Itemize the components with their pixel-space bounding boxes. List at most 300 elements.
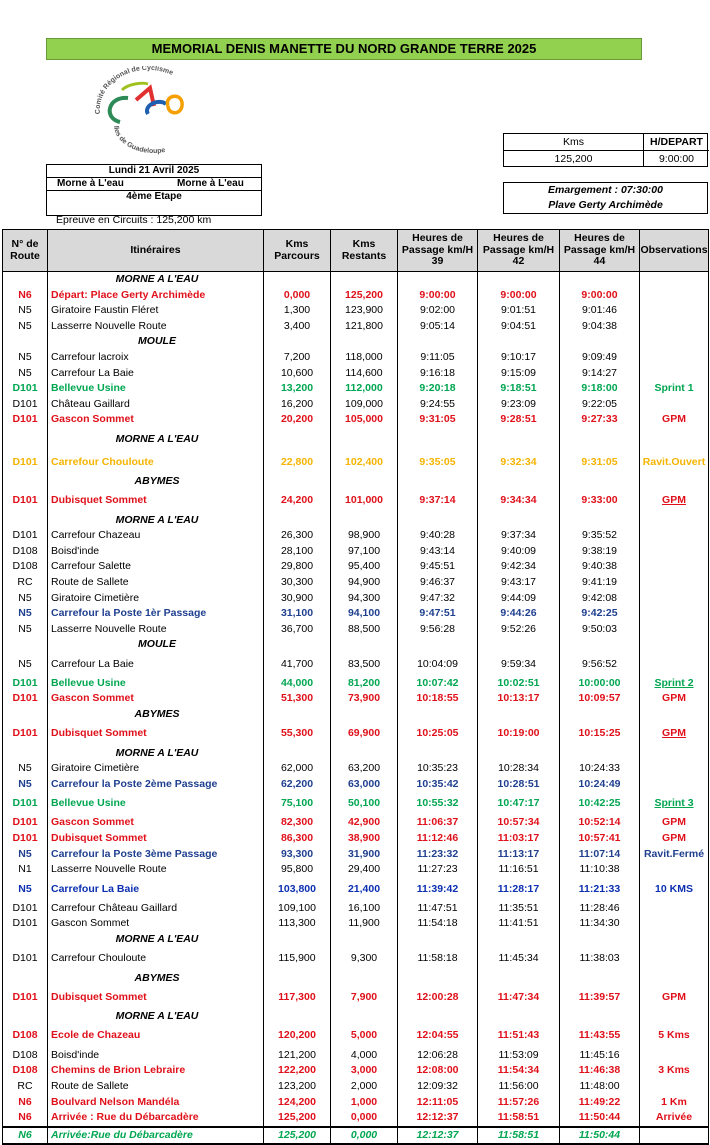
- empty-cell: [478, 474, 560, 490]
- itinerary-point: Boisd'inde: [48, 1048, 264, 1064]
- kms-parcours: 28,100: [264, 544, 331, 560]
- observation: [640, 1048, 709, 1064]
- empty-cell: [331, 637, 398, 653]
- empty-cell: [478, 637, 560, 653]
- time-42kmh: 11:53:09: [478, 1048, 560, 1064]
- observation: [640, 544, 709, 560]
- route-number: D101: [3, 986, 48, 1009]
- time-39kmh: 11:27:23: [398, 862, 478, 878]
- itinerary-point: Dubisquet Sommet: [48, 723, 264, 746]
- observation: [640, 397, 709, 413]
- kms-parcours: 44,000: [264, 676, 331, 692]
- time-39kmh: 9:35:05: [398, 451, 478, 474]
- table-row: [3, 366, 709, 382]
- kms-parcours: 93,300: [264, 847, 331, 863]
- section-route-cell: [3, 707, 48, 723]
- section-header-row: [3, 932, 709, 948]
- observation: Ravit.Fermé: [640, 847, 709, 863]
- time-39kmh: 9:16:18: [398, 366, 478, 382]
- observation: [640, 862, 709, 878]
- time-39kmh: 9:37:14: [398, 490, 478, 513]
- sign-in-place: Plave Gerty Archimède: [548, 199, 663, 211]
- table-row: [3, 606, 709, 622]
- time-44kmh: 9:42:25: [560, 606, 640, 622]
- time-42kmh: 11:47:34: [478, 986, 560, 1009]
- empty-cell: [640, 1009, 709, 1025]
- section-header-row: [3, 428, 709, 451]
- empty-cell: [264, 707, 331, 723]
- time-42kmh: 9:44:09: [478, 591, 560, 607]
- table-row: [3, 288, 709, 304]
- section-header-row: [3, 971, 709, 987]
- empty-cell: [398, 746, 478, 762]
- empty-cell: [478, 746, 560, 762]
- itinerary-point: Carrefour la Poste 3ème Passage: [48, 847, 264, 863]
- observation: [640, 366, 709, 382]
- kms-parcours: 36,700: [264, 622, 331, 638]
- itinerary-point: Ecole de Chazeau: [48, 1025, 264, 1048]
- time-44kmh: 11:43:55: [560, 1025, 640, 1048]
- table-row: [3, 986, 709, 1009]
- empty-cell: [640, 474, 709, 490]
- distance-departure-box: [503, 133, 708, 167]
- route-number: N5: [3, 622, 48, 638]
- time-44kmh: 9:42:08: [560, 591, 640, 607]
- kms-restants: 16,100: [331, 901, 398, 917]
- route-number: D101: [3, 691, 48, 707]
- stage-date: Lundi 21 Avril 2025: [47, 165, 261, 178]
- route-number: N6: [3, 1110, 48, 1127]
- kms-parcours: 125,200: [264, 1127, 331, 1145]
- time-44kmh: 9:31:05: [560, 451, 640, 474]
- time-44kmh: 9:33:00: [560, 490, 640, 513]
- table-row: [3, 1063, 709, 1079]
- table-row: [3, 350, 709, 366]
- observation: GPM: [640, 831, 709, 847]
- time-39kmh: 10:55:32: [398, 792, 478, 815]
- event-title-banner: MEMORIAL DENIS MANETTE DU NORD GRANDE TERRE 2025: [46, 38, 642, 60]
- time-44kmh: 11:45:16: [560, 1048, 640, 1064]
- table-row: [3, 792, 709, 815]
- empty-cell: [264, 334, 331, 350]
- section-header-row: [3, 637, 709, 653]
- time-39kmh: 10:18:55: [398, 691, 478, 707]
- empty-cell: [398, 707, 478, 723]
- route-number: D101: [3, 723, 48, 746]
- kms-parcours: 123,200: [264, 1079, 331, 1095]
- observation: [640, 591, 709, 607]
- observation: [640, 319, 709, 335]
- itinerary-point: Départ: Place Gerty Archimède: [48, 288, 264, 304]
- time-42kmh: 11:41:51: [478, 916, 560, 932]
- kms-restants: 121,800: [331, 319, 398, 335]
- itinerary-point: Chemins de Brion Lebraire: [48, 1063, 264, 1079]
- kms-restants: 118,000: [331, 350, 398, 366]
- empty-cell: [640, 513, 709, 529]
- time-44kmh: 10:52:14: [560, 815, 640, 831]
- kms-label: Kms: [504, 134, 644, 151]
- time-42kmh: 9:52:26: [478, 622, 560, 638]
- kms-restants: 94,900: [331, 575, 398, 591]
- observation: [640, 761, 709, 777]
- itinerary-point: Arrivée:Rue du Débarcadère: [48, 1127, 264, 1145]
- time-39kmh: 9:31:05: [398, 412, 478, 428]
- header-time-42: Heures de Passage km/H 42: [478, 230, 560, 272]
- itinerary-point: Lasserre Nouvelle Route: [48, 622, 264, 638]
- empty-cell: [398, 1009, 478, 1025]
- kms-parcours: 41,700: [264, 653, 331, 676]
- table-header-row: [3, 230, 709, 272]
- observation: [640, 948, 709, 971]
- observation: [640, 1079, 709, 1095]
- itinerary-point: Bellevue Usine: [48, 792, 264, 815]
- table-row: [3, 1110, 709, 1127]
- empty-cell: [331, 746, 398, 762]
- sign-in-box: [503, 182, 708, 214]
- empty-cell: [640, 272, 709, 288]
- kms-parcours: 109,100: [264, 901, 331, 917]
- table-row: [3, 451, 709, 474]
- kms-parcours: 62,000: [264, 761, 331, 777]
- kms-restants: 94,300: [331, 591, 398, 607]
- header-kms-restants: Kms Restants: [331, 230, 398, 272]
- time-42kmh: 9:18:51: [478, 381, 560, 397]
- time-39kmh: 12:12:37: [398, 1110, 478, 1127]
- observation: Ravit.Ouvert: [640, 451, 709, 474]
- section-header-row: [3, 272, 709, 288]
- time-42kmh: 9:10:17: [478, 350, 560, 366]
- time-44kmh: 11:34:30: [560, 916, 640, 932]
- itinerary-point: Gascon Sommet: [48, 916, 264, 932]
- time-42kmh: 9:15:09: [478, 366, 560, 382]
- observation: [640, 303, 709, 319]
- time-44kmh: 9:04:38: [560, 319, 640, 335]
- empty-cell: [264, 971, 331, 987]
- itinerary-point: Boulvard Nelson Mandéla: [48, 1095, 264, 1111]
- kms-restants: 69,900: [331, 723, 398, 746]
- observation: [640, 350, 709, 366]
- observation: 1 Km: [640, 1095, 709, 1111]
- itinerary-point: Route de Sallete: [48, 575, 264, 591]
- race-distance-label: Epreuve en Circuits : 125,200 km: [56, 214, 212, 226]
- observation: GPM: [640, 490, 709, 513]
- itinerary-point: Carrefour La Baie: [48, 878, 264, 901]
- observation: GPM: [640, 986, 709, 1009]
- table-row: [3, 1095, 709, 1111]
- itinerary-point: Carrefour Château Gaillard: [48, 901, 264, 917]
- empty-cell: [640, 707, 709, 723]
- itinerary-point: Carrefour Chazeau: [48, 528, 264, 544]
- table-row: [3, 691, 709, 707]
- empty-cell: [478, 1009, 560, 1025]
- time-39kmh: 10:35:42: [398, 777, 478, 793]
- svg-text:Comité Régional de Cyclisme: [95, 66, 174, 114]
- empty-cell: [331, 334, 398, 350]
- kms-restants: 73,900: [331, 691, 398, 707]
- sign-in-time: Emargement : 07:30:00: [548, 184, 663, 196]
- observation: GPM: [640, 815, 709, 831]
- observation: 5 Kms: [640, 1025, 709, 1048]
- time-44kmh: 10:09:57: [560, 691, 640, 707]
- time-42kmh: 11:13:17: [478, 847, 560, 863]
- section-header-row: [3, 474, 709, 490]
- kms-restants: 81,200: [331, 676, 398, 692]
- time-39kmh: 12:12:37: [398, 1127, 478, 1145]
- observation: Sprint 3: [640, 792, 709, 815]
- observation: GPM: [640, 412, 709, 428]
- empty-cell: [640, 746, 709, 762]
- kms-restants: 83,500: [331, 653, 398, 676]
- kms-parcours: 7,200: [264, 350, 331, 366]
- itinerary-point: Carrefour Salette: [48, 559, 264, 575]
- observation: [640, 901, 709, 917]
- kms-restants: 88,500: [331, 622, 398, 638]
- empty-cell: [264, 746, 331, 762]
- route-number: D108: [3, 544, 48, 560]
- time-42kmh: 9:23:09: [478, 397, 560, 413]
- table-row: [3, 676, 709, 692]
- time-39kmh: 11:12:46: [398, 831, 478, 847]
- route-number: N5: [3, 847, 48, 863]
- time-39kmh: 12:04:55: [398, 1025, 478, 1048]
- time-42kmh: 9:43:17: [478, 575, 560, 591]
- kms-value: 125,200: [504, 151, 644, 167]
- route-number: D101: [3, 397, 48, 413]
- time-44kmh: 9:38:19: [560, 544, 640, 560]
- time-42kmh: 9:32:34: [478, 451, 560, 474]
- section-route-cell: [3, 474, 48, 490]
- kms-parcours: 30,900: [264, 591, 331, 607]
- section-header-row: [3, 746, 709, 762]
- table-row: [3, 831, 709, 847]
- section-label: ABYMES: [48, 474, 264, 490]
- table-row: [3, 815, 709, 831]
- section-route-cell: [3, 513, 48, 529]
- time-44kmh: 11:07:14: [560, 847, 640, 863]
- time-39kmh: 11:39:42: [398, 878, 478, 901]
- route-number: N6: [3, 1095, 48, 1111]
- itinerary-point: Giratoire Cimetière: [48, 591, 264, 607]
- route-number: D101: [3, 916, 48, 932]
- empty-cell: [560, 474, 640, 490]
- table-row: [3, 948, 709, 971]
- section-route-cell: [3, 1009, 48, 1025]
- observation: Sprint 1: [640, 381, 709, 397]
- time-44kmh: 11:48:00: [560, 1079, 640, 1095]
- time-42kmh: 9:34:34: [478, 490, 560, 513]
- kms-restants: 9,300: [331, 948, 398, 971]
- time-44kmh: 11:28:46: [560, 901, 640, 917]
- time-44kmh: 10:24:49: [560, 777, 640, 793]
- time-42kmh: 10:57:34: [478, 815, 560, 831]
- time-44kmh: 9:01:46: [560, 303, 640, 319]
- empty-cell: [264, 474, 331, 490]
- route-number: RC: [3, 575, 48, 591]
- kms-restants: 21,400: [331, 878, 398, 901]
- kms-restants: 101,000: [331, 490, 398, 513]
- route-number: N5: [3, 591, 48, 607]
- empty-cell: [398, 428, 478, 451]
- kms-parcours: 51,300: [264, 691, 331, 707]
- kms-restants: 11,900: [331, 916, 398, 932]
- kms-parcours: 75,100: [264, 792, 331, 815]
- table-row: [3, 653, 709, 676]
- empty-cell: [331, 932, 398, 948]
- time-42kmh: 9:44:26: [478, 606, 560, 622]
- kms-parcours: 0,000: [264, 288, 331, 304]
- logo-bottom-text: Iles de Guadeloupe: [111, 125, 166, 156]
- time-39kmh: 9:47:32: [398, 591, 478, 607]
- table-row: [3, 761, 709, 777]
- time-42kmh: 9:42:34: [478, 559, 560, 575]
- kms-restants: 5,000: [331, 1025, 398, 1048]
- route-number: D108: [3, 559, 48, 575]
- time-39kmh: 9:00:00: [398, 288, 478, 304]
- kms-parcours: 95,800: [264, 862, 331, 878]
- time-42kmh: 11:57:26: [478, 1095, 560, 1111]
- time-44kmh: 9:27:33: [560, 412, 640, 428]
- kms-restants: 7,900: [331, 986, 398, 1009]
- route-number: D101: [3, 831, 48, 847]
- route-number: N6: [3, 288, 48, 304]
- time-42kmh: 11:56:00: [478, 1079, 560, 1095]
- section-route-cell: [3, 428, 48, 451]
- time-39kmh: 10:04:09: [398, 653, 478, 676]
- route-number: N6: [3, 1127, 48, 1145]
- table-row: [3, 591, 709, 607]
- observation: [640, 916, 709, 932]
- empty-cell: [640, 428, 709, 451]
- itinerary-point: Dubisquet Sommet: [48, 986, 264, 1009]
- kms-restants: 112,000: [331, 381, 398, 397]
- time-44kmh: 11:50:44: [560, 1127, 640, 1145]
- section-route-cell: [3, 971, 48, 987]
- time-44kmh: 10:15:25: [560, 723, 640, 746]
- time-44kmh: 10:00:00: [560, 676, 640, 692]
- empty-cell: [560, 971, 640, 987]
- section-label: MORNE A L'EAU: [48, 746, 264, 762]
- time-44kmh: 9:41:19: [560, 575, 640, 591]
- time-39kmh: 12:00:28: [398, 986, 478, 1009]
- itinerary-point: Gascon Sommet: [48, 412, 264, 428]
- kms-parcours: 113,300: [264, 916, 331, 932]
- time-44kmh: 9:40:38: [560, 559, 640, 575]
- kms-restants: 3,000: [331, 1063, 398, 1079]
- itinerary-point: Gascon Sommet: [48, 691, 264, 707]
- empty-cell: [640, 637, 709, 653]
- kms-parcours: 16,200: [264, 397, 331, 413]
- time-42kmh: 9:28:51: [478, 412, 560, 428]
- section-label: MORNE A L'EAU: [48, 428, 264, 451]
- kms-restants: 125,200: [331, 288, 398, 304]
- itinerary-point: Carrefour lacroix: [48, 350, 264, 366]
- time-39kmh: 11:54:18: [398, 916, 478, 932]
- itinerary-point: Carrefour Chouloute: [48, 451, 264, 474]
- table-row: [3, 559, 709, 575]
- route-number: N5: [3, 761, 48, 777]
- time-44kmh: 9:18:00: [560, 381, 640, 397]
- itinerary-point: Lasserre Nouvelle Route: [48, 862, 264, 878]
- header-route: N° de Route: [3, 230, 48, 272]
- itinerary-point: Route de Sallete: [48, 1079, 264, 1095]
- time-39kmh: 10:35:23: [398, 761, 478, 777]
- itinerary-point: Dubisquet Sommet: [48, 831, 264, 847]
- time-44kmh: 9:22:05: [560, 397, 640, 413]
- table-row: [3, 528, 709, 544]
- kms-restants: 4,000: [331, 1048, 398, 1064]
- empty-cell: [640, 932, 709, 948]
- header-observations: Observations: [640, 230, 709, 272]
- kms-parcours: 10,600: [264, 366, 331, 382]
- header-time-44: Heures de Passage km/H 44: [560, 230, 640, 272]
- route-number: D108: [3, 1025, 48, 1048]
- observation: GPM: [640, 691, 709, 707]
- time-42kmh: 11:03:17: [478, 831, 560, 847]
- section-label: MORNE A L'EAU: [48, 272, 264, 288]
- kms-parcours: 124,200: [264, 1095, 331, 1111]
- departure-label: H/DEPART: [644, 134, 709, 151]
- empty-cell: [560, 1009, 640, 1025]
- table-row: [3, 397, 709, 413]
- time-44kmh: 11:21:33: [560, 878, 640, 901]
- route-number: N5: [3, 350, 48, 366]
- observation: [640, 777, 709, 793]
- empty-cell: [264, 428, 331, 451]
- kms-restants: 105,000: [331, 412, 398, 428]
- time-39kmh: 11:58:18: [398, 948, 478, 971]
- time-39kmh: 10:07:42: [398, 676, 478, 692]
- itinerary-point: Carrefour la Poste 1èr Passage: [48, 606, 264, 622]
- kms-restants: 98,900: [331, 528, 398, 544]
- table-row: [3, 878, 709, 901]
- empty-cell: [640, 971, 709, 987]
- empty-cell: [264, 932, 331, 948]
- kms-parcours: 29,800: [264, 559, 331, 575]
- empty-cell: [560, 637, 640, 653]
- kms-restants: 29,400: [331, 862, 398, 878]
- table-row: [3, 1025, 709, 1048]
- empty-cell: [560, 334, 640, 350]
- itinerary-table: [2, 229, 709, 1145]
- table-row: [3, 1048, 709, 1064]
- empty-cell: [560, 707, 640, 723]
- section-route-cell: [3, 932, 48, 948]
- section-label: MORNE A L'EAU: [48, 932, 264, 948]
- empty-cell: [331, 474, 398, 490]
- federation-logo: [88, 66, 208, 156]
- route-number: N5: [3, 319, 48, 335]
- time-39kmh: 9:45:51: [398, 559, 478, 575]
- empty-cell: [331, 1009, 398, 1025]
- table-row: [3, 319, 709, 335]
- logo-top-text: Comité Régional de Cyclisme: [94, 66, 175, 115]
- empty-cell: [560, 513, 640, 529]
- route-number: D101: [3, 676, 48, 692]
- table-row: [3, 544, 709, 560]
- time-39kmh: 12:08:00: [398, 1063, 478, 1079]
- kms-parcours: 20,200: [264, 412, 331, 428]
- route-number: D108: [3, 1063, 48, 1079]
- kms-restants: 95,400: [331, 559, 398, 575]
- empty-cell: [478, 334, 560, 350]
- table-row: [3, 412, 709, 428]
- empty-cell: [398, 932, 478, 948]
- kms-parcours: 26,300: [264, 528, 331, 544]
- route-number: D101: [3, 948, 48, 971]
- time-39kmh: 9:02:00: [398, 303, 478, 319]
- empty-cell: [331, 272, 398, 288]
- section-route-cell: [3, 272, 48, 288]
